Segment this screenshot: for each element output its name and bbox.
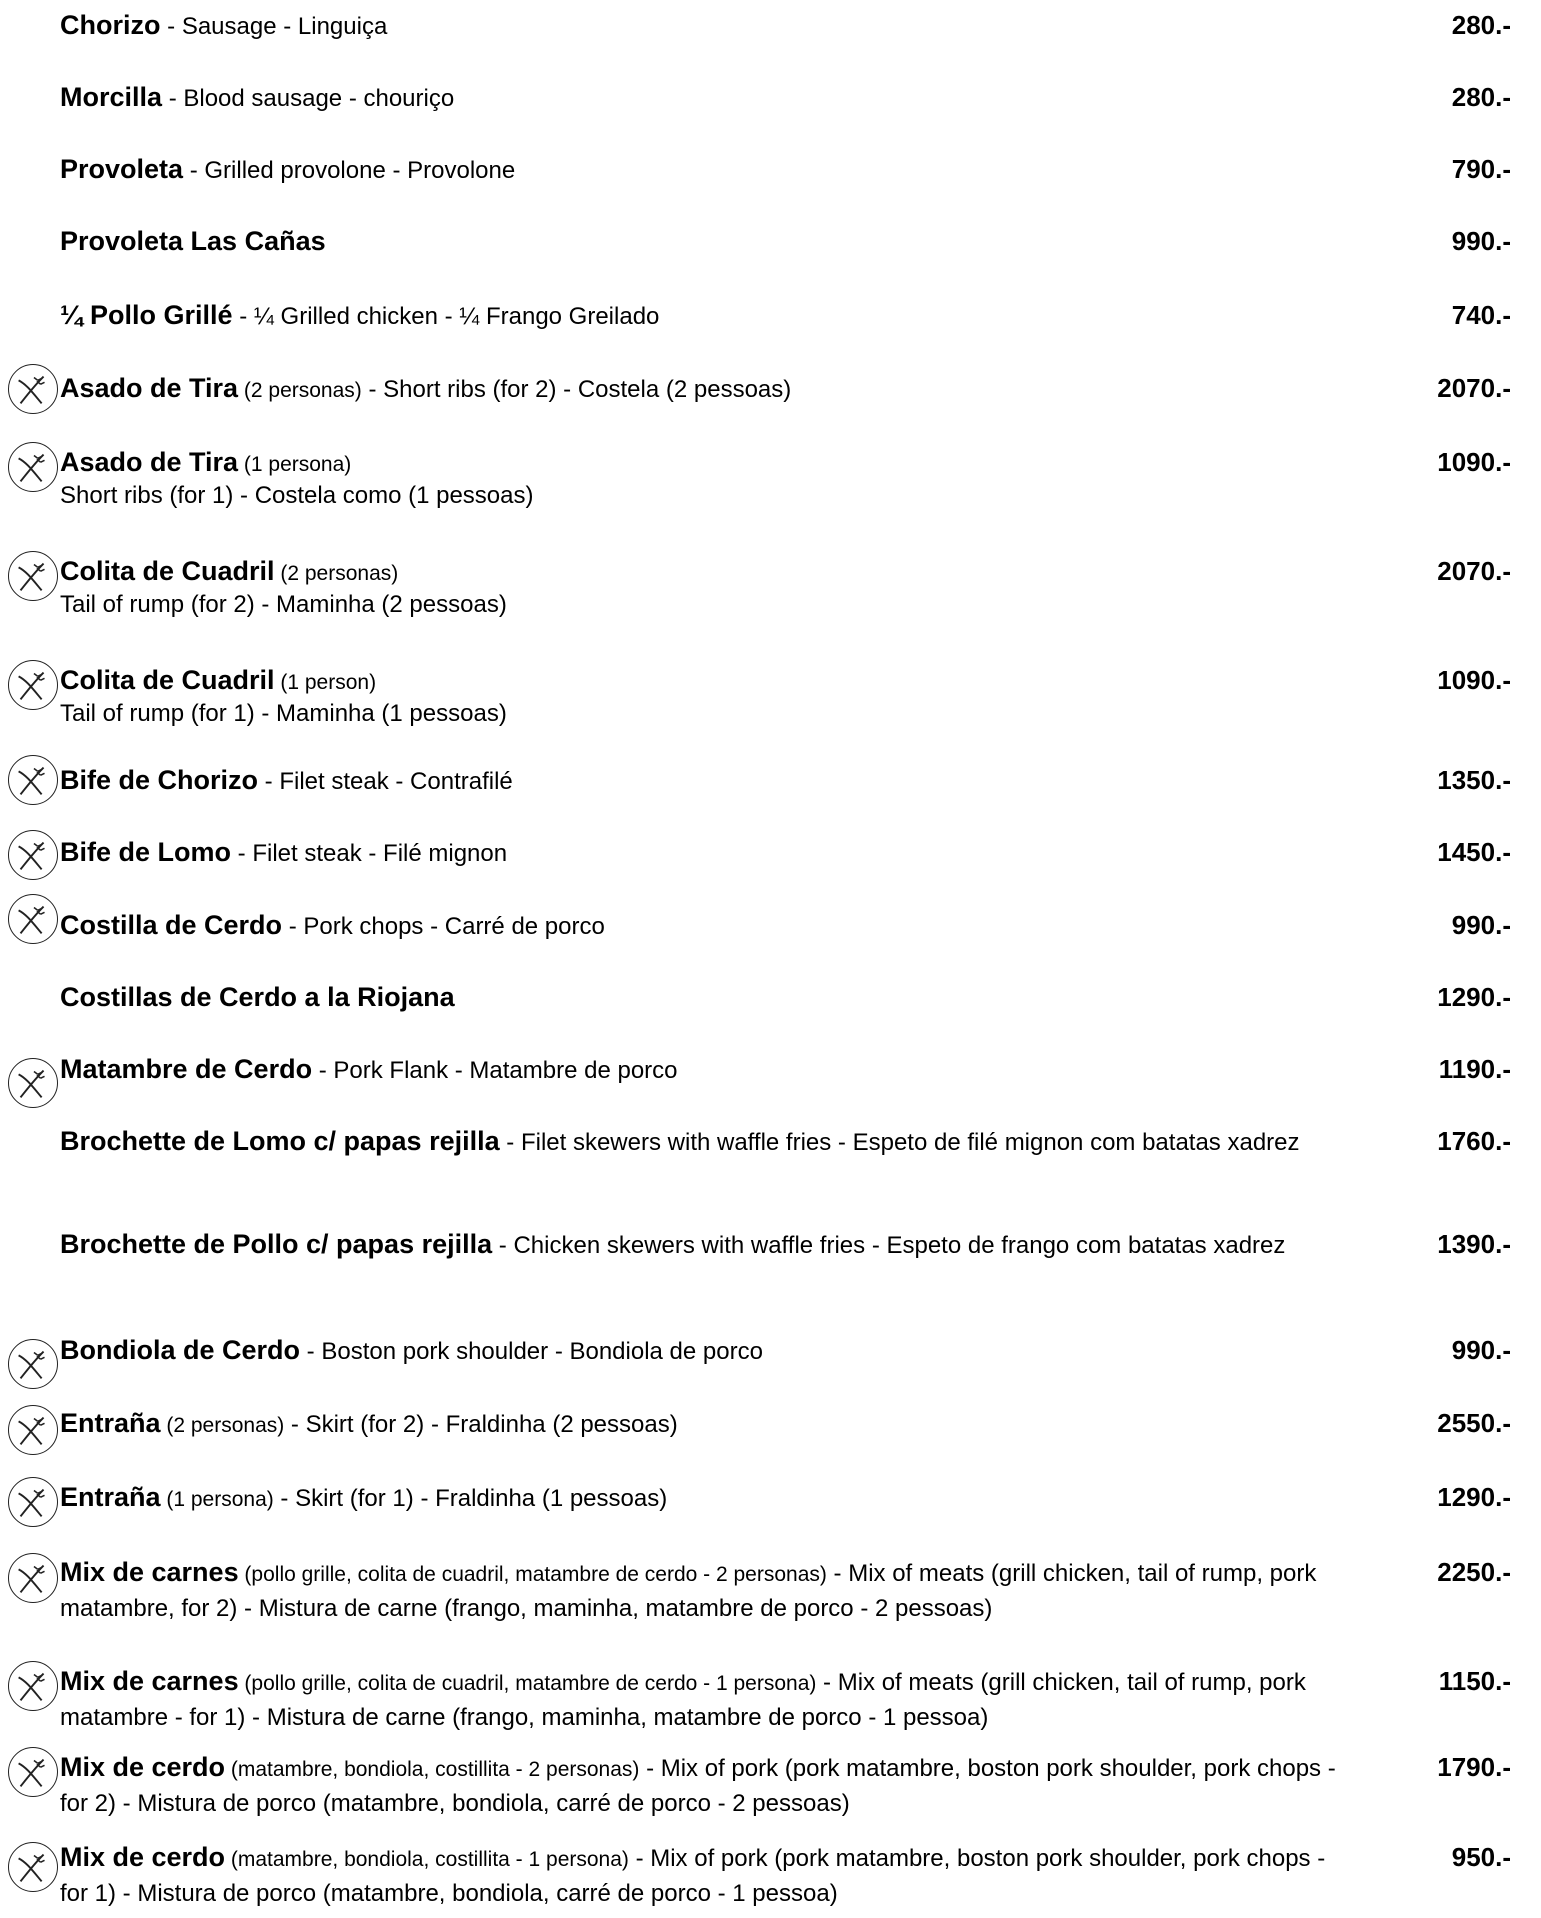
- item-translation: - Pork Flank - Matambre de porco: [312, 1057, 678, 1084]
- item-description: [60, 1840, 1350, 1911]
- item-name: Colita de Cuadril: [60, 556, 275, 586]
- item-name: Costilla de Cerdo: [60, 910, 283, 940]
- item-portion: (1 person): [274, 671, 377, 694]
- item-name: Costillas de Cerdo a la Riojana: [60, 982, 455, 1012]
- item-price: 280.-: [1451, 10, 1511, 40]
- item-description: [60, 152, 1350, 188]
- item-name: Brochette de Lomo c/ papas rejilla: [60, 1126, 500, 1156]
- gluten-free-icon: [8, 894, 58, 944]
- item-portion: (1 persona): [160, 1488, 274, 1511]
- menu-item-colita-de-cuadril-2: [0, 554, 1541, 618]
- gluten-free-icon: [8, 364, 58, 414]
- item-price: 1760.-: [1437, 1126, 1511, 1156]
- item-description: [60, 554, 1350, 591]
- item-translation: Tail of rump (for 1) - Maminha (1 pessoas): [60, 700, 507, 727]
- item-translation: - Pork chops - Carré de porco: [282, 913, 605, 940]
- menu-item-pollo-grille: [0, 298, 1541, 358]
- item-name: Mix de carnes: [60, 1666, 239, 1696]
- item-name: Bondiola de Cerdo: [60, 1335, 301, 1365]
- menu-item-provoleta: [0, 152, 1541, 212]
- item-price: 1190.-: [1438, 1054, 1511, 1084]
- item-name: Bife de Chorizo: [60, 765, 259, 795]
- menu-item-matambre-de-cerdo: [0, 1052, 1541, 1112]
- item-description: [60, 1480, 1350, 1517]
- item-price: 280.-: [1451, 82, 1511, 112]
- item-price: 740.-: [1451, 300, 1511, 330]
- item-portion: (2 personas): [160, 1414, 285, 1437]
- item-description: [60, 1124, 1350, 1160]
- item-portion: (pollo grille, colita de cuadril, matambre de cerdo - 2 personas): [238, 1563, 827, 1586]
- item-price: 790.-: [1451, 154, 1511, 184]
- item-name: Matambre de Cerdo: [60, 1054, 313, 1084]
- item-price: 1790.-: [1437, 1752, 1511, 1782]
- menu-item-chorizo: [0, 8, 1541, 68]
- item-name: Morcilla: [60, 82, 163, 112]
- item-translation: - Chicken skewers with waffle fries - Espeto de frango com batatas xadrez: [492, 1232, 1286, 1259]
- item-description: [60, 1555, 1350, 1626]
- menu-item-entrana-1: [0, 1480, 1541, 1540]
- item-name: Provoleta Las Cañas: [60, 226, 326, 256]
- item-translation: - Sausage - Linguiça: [160, 13, 388, 40]
- item-translation: - Filet skewers with waffle fries - Espeto de filé mignon com batatas xadrez: [499, 1129, 1300, 1156]
- menu-item-asado-de-tira-2: [0, 371, 1541, 431]
- item-description: [60, 908, 1350, 944]
- item-price: 990.-: [1451, 226, 1511, 256]
- gluten-free-icon: [8, 442, 58, 492]
- menu-item-mix-de-cerdo-2: [0, 1750, 1541, 1817]
- item-name: Provoleta: [60, 154, 184, 184]
- menu-item-mix-de-carnes-2: [0, 1555, 1541, 1622]
- item-translation: - Skirt (for 2) - Fraldinha (2 pessoas): [284, 1411, 678, 1438]
- item-description: [60, 663, 1350, 700]
- item-price: 2250.-: [1437, 1557, 1511, 1587]
- menu-item-brochette-de-pollo: [0, 1227, 1541, 1287]
- item-translation: - Blood sausage - chouriço: [162, 85, 455, 112]
- item-description: [60, 763, 1350, 799]
- item-translation: - Skirt (for 1) - Fraldinha (1 pessoas): [273, 1485, 668, 1512]
- gluten-free-icon: [8, 551, 58, 601]
- gluten-free-icon: [8, 1842, 58, 1892]
- gluten-free-icon: [8, 1747, 58, 1797]
- item-name: Mix de cerdo: [60, 1842, 226, 1872]
- item-description: [60, 835, 1350, 871]
- gluten-free-icon: [8, 1405, 58, 1455]
- gluten-free-icon: [8, 660, 58, 710]
- item-price: 950.-: [1451, 1842, 1511, 1872]
- item-price: 990.-: [1451, 1335, 1511, 1365]
- item-price: 1290.-: [1437, 1482, 1511, 1512]
- item-description: [60, 298, 1350, 334]
- item-portion: (1 persona): [238, 453, 352, 476]
- gluten-free-icon: [8, 1058, 58, 1108]
- menu-item-bife-de-chorizo: [0, 763, 1541, 823]
- item-portion: (matambre, bondiola, costillita - 2 personas): [225, 1758, 640, 1781]
- gluten-free-icon: [8, 755, 58, 805]
- item-price: 1290.-: [1437, 982, 1511, 1012]
- item-price: 2070.-: [1437, 556, 1511, 586]
- menu-item-provoleta-las-canas: [0, 224, 1541, 284]
- item-description: [60, 1664, 1350, 1735]
- menu-item-asado-de-tira-1: [0, 445, 1541, 509]
- item-translation: - Mix of meats (grill chicken, tail of rump, pork matambre, for 2) - Mistura de carne (frango, maminha, matambre de porco - 2 pessoas): [60, 1560, 1317, 1622]
- item-translation: - Filet steak - Filé mignon: [231, 840, 508, 867]
- gluten-free-icon: [8, 1339, 58, 1389]
- item-price: 1390.-: [1437, 1229, 1511, 1259]
- item-price: 1150.-: [1438, 1666, 1511, 1696]
- item-translation: - Mix of pork (pork matambre, boston pork shoulder, pork chops - for 1) - Mistura de porco (matambre, bondiola, carré de porco - 1 pessoa): [60, 1845, 1326, 1907]
- item-name: Entraña: [60, 1408, 161, 1438]
- menu-item-brochette-de-lomo: [0, 1124, 1541, 1184]
- item-translation: - Boston pork shoulder - Bondiola de porco: [300, 1338, 763, 1365]
- item-description: [60, 80, 1350, 116]
- item-translation: - ¼ Grilled chicken - ¼ Frango Greilado: [232, 303, 660, 330]
- menu-item-morcilla: [0, 80, 1541, 140]
- item-price: 1090.-: [1437, 665, 1511, 695]
- item-name: Brochette de Pollo c/ papas rejilla: [60, 1229, 493, 1259]
- menu-item-mix-de-carnes-1: [0, 1664, 1541, 1731]
- item-name: Entraña: [60, 1482, 161, 1512]
- menu-item-costilla-de-cerdo: [0, 908, 1541, 968]
- menu-item-entrana-2: [0, 1406, 1541, 1466]
- item-name: Asado de Tira: [60, 373, 239, 403]
- item-description: [60, 1052, 1350, 1088]
- gluten-free-icon: [8, 1553, 58, 1603]
- item-translation: - Filet steak - Contrafilé: [258, 768, 513, 795]
- item-price: 2070.-: [1437, 373, 1511, 403]
- item-price: 1450.-: [1437, 837, 1511, 867]
- item-price: 1090.-: [1437, 447, 1511, 477]
- item-translation: - Mix of pork (pork matambre, boston pork shoulder, pork chops - for 2) - Mistura de porco (matambre, bondiola, carré de porco - 2 pessoas): [60, 1755, 1336, 1817]
- gluten-free-icon: [8, 1477, 58, 1527]
- menu-item-mix-de-cerdo-1: [0, 1840, 1541, 1907]
- menu-item-colita-de-cuadril-1: [0, 663, 1541, 727]
- item-description: [60, 980, 1350, 1016]
- item-portion: (matambre, bondiola, costillita - 1 persona): [225, 1848, 629, 1871]
- menu-item-bife-de-lomo: [0, 835, 1541, 895]
- item-description: [60, 1333, 1350, 1369]
- item-price: 2550.-: [1437, 1408, 1511, 1438]
- item-portion: (pollo grille, colita de cuadril, matambre de cerdo - 1 persona): [238, 1672, 817, 1695]
- menu-item-bondiola-de-cerdo: [0, 1333, 1541, 1393]
- item-price: 990.-: [1451, 910, 1511, 940]
- item-translation: - Grilled provolone - Provolone: [183, 157, 516, 184]
- gluten-free-icon: [8, 830, 58, 880]
- item-description: [60, 224, 1350, 260]
- item-description: [60, 1227, 1350, 1263]
- item-name: Mix de cerdo: [60, 1752, 226, 1782]
- item-description: [60, 1406, 1350, 1443]
- item-name: Colita de Cuadril: [60, 665, 275, 695]
- item-description: [60, 445, 1350, 482]
- gluten-free-icon: [8, 1661, 58, 1711]
- item-portion: (2 personas): [274, 562, 399, 585]
- item-description: [60, 371, 1350, 408]
- item-name: ¼ Pollo Grillé: [60, 300, 233, 330]
- item-name: Asado de Tira: [60, 447, 239, 477]
- item-name: Chorizo: [60, 10, 161, 40]
- item-description: [60, 8, 1350, 44]
- item-description: [60, 1750, 1350, 1821]
- item-translation: - Mix of meats (grill chicken, tail of rump, pork matambre - for 1) - Mistura de carne (frango, maminha, matambre de porco - 1 pessoa): [60, 1669, 1306, 1731]
- item-translation: Tail of rump (for 2) - Maminha (2 pessoas): [60, 591, 507, 618]
- item-translation: Short ribs (for 1) - Costela como (1 pessoas): [60, 482, 534, 509]
- menu-item-costillas-riojana: [0, 980, 1541, 1040]
- item-portion: (2 personas): [238, 379, 362, 402]
- item-name: Mix de carnes: [60, 1557, 239, 1587]
- item-translation: - Short ribs (for 2) - Costela (2 pessoas): [361, 376, 792, 403]
- item-name: Bife de Lomo: [60, 837, 232, 867]
- item-price: 1350.-: [1437, 765, 1511, 795]
